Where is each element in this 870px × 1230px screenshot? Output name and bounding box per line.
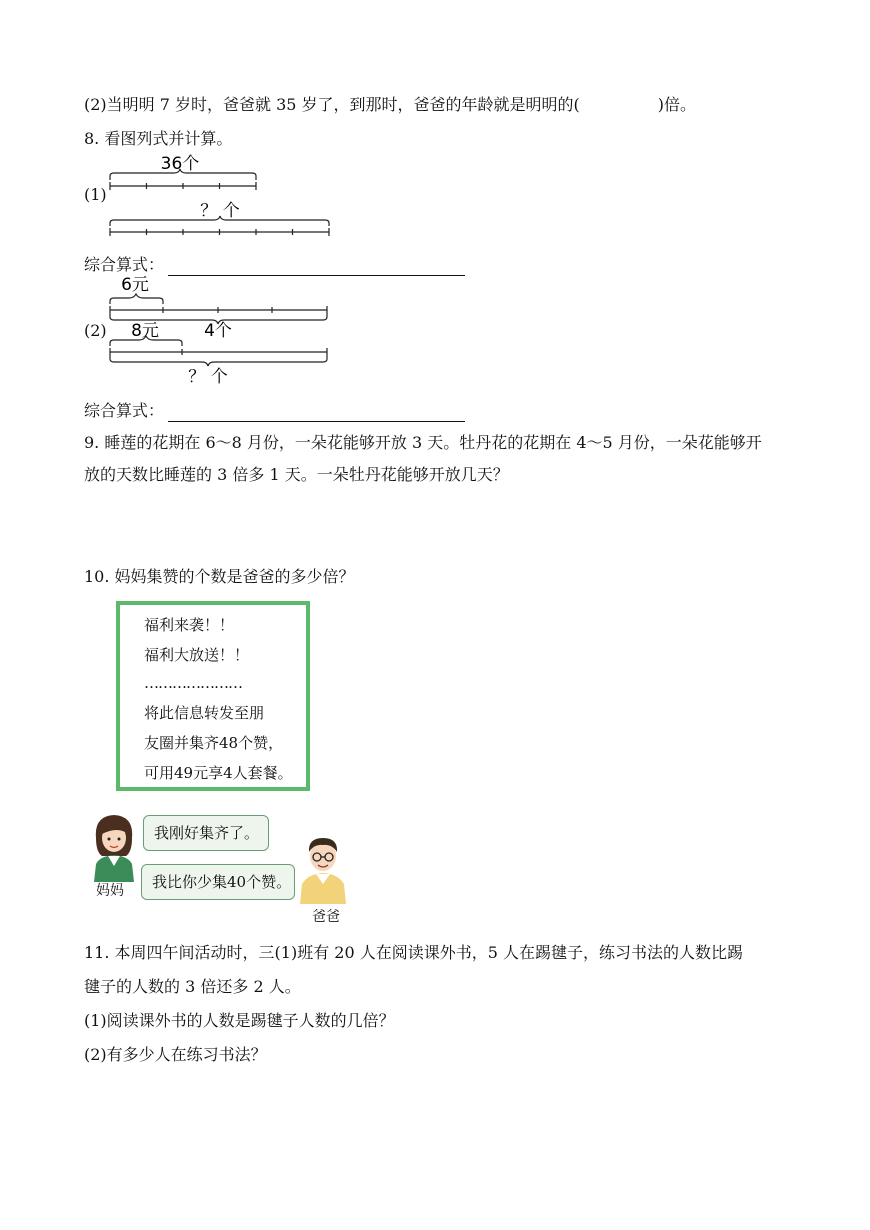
q8-p1-diagram bbox=[100, 148, 340, 238]
q8-p2-label: (2) bbox=[84, 321, 107, 340]
notice-line: 福利大放送！！ bbox=[144, 646, 250, 664]
q8-p2-mid-label-left: 8元 bbox=[131, 321, 159, 341]
q11-line1: 11. 本周四午间活动时，三(1)班有 20 人在阅读课外书，5 人在踢毽子，练习书法的人数比踢 bbox=[84, 943, 743, 962]
q11-sub1: (1)阅读课外书的人数是踢毽子人数的几倍？ bbox=[84, 1011, 395, 1030]
q8-p2-answer-line[interactable] bbox=[168, 405, 465, 422]
q8-p1-label: (1) bbox=[84, 185, 107, 204]
q8-p2-top-label: 6元 bbox=[121, 275, 149, 295]
mom-illustration bbox=[88, 812, 140, 882]
q8-p1-bottom-segment bbox=[110, 228, 329, 236]
q7-part2 bbox=[84, 94, 696, 116]
q11-sub2: (2)有多少人在练习书法？ bbox=[84, 1045, 267, 1064]
notice-line: ………………… bbox=[144, 674, 242, 692]
q10-title: 10. 妈妈集赞的个数是爸爸的多少倍？ bbox=[84, 567, 355, 586]
q11-line2: 毽子的人数的 3 倍还多 2 人。 bbox=[84, 977, 301, 996]
q9-line2: 放的天数比睡莲的 3 倍多 1 天。一朵牡丹花能够开放几天？ bbox=[84, 465, 509, 484]
q8-p2-diagram bbox=[100, 272, 340, 390]
dad-illustration bbox=[296, 832, 350, 904]
dad-caption: 爸爸 bbox=[312, 909, 340, 925]
notice-line: 福利来袭！！ bbox=[144, 616, 235, 634]
q8-p2-top-segment bbox=[110, 306, 327, 314]
q7-part2-text: (2)当明明 7 岁时，爸爸就 35 岁了，到那时，爸爸的年龄就是明明的( bbox=[84, 95, 580, 114]
notice-line: 将此信息转发至朋 bbox=[144, 704, 265, 722]
q8-p1-top-segment bbox=[110, 182, 256, 190]
q8-title: 8. 看图列式并计算。 bbox=[84, 129, 233, 148]
q8-p1-top-label: 36个 bbox=[160, 154, 200, 174]
q8-p1-bottom-label: ？ 个 bbox=[200, 201, 240, 221]
mom-speech-bubble: 我刚好集齐了。 bbox=[143, 815, 269, 851]
q8-p2-mid-label-right: 4个 bbox=[204, 321, 232, 341]
q8-p1-formula-label: 综合算式： bbox=[84, 255, 165, 274]
q9-line1: 9. 睡莲的花期在 6～8 月份，一朵花能够开放 3 天。牡丹花的花期在 4～5 月份，一朵花能够开 bbox=[84, 433, 762, 452]
q8-p2-top-brace bbox=[110, 294, 163, 304]
mom-caption: 妈妈 bbox=[96, 883, 124, 899]
q8-p2-bottom-segment bbox=[110, 348, 327, 356]
q8-p2-bottom-brace bbox=[110, 356, 327, 366]
q8-p1-bottom-brace bbox=[110, 216, 329, 226]
notice-line: 可用49元享4人套餐。 bbox=[144, 764, 293, 782]
notice-line: 友圈并集齐48个赞， bbox=[144, 734, 284, 752]
q10-notice-card bbox=[116, 601, 310, 791]
dad-speech-bubble: 我比你少集40个赞。 bbox=[141, 864, 295, 900]
q7-part2-suffix: )倍。 bbox=[657, 95, 697, 114]
q8-p2-bottom-label: ？ 个 bbox=[188, 367, 228, 387]
q8-p2-formula-label: 综合算式： bbox=[84, 401, 165, 420]
q8-p2-formula bbox=[84, 400, 465, 422]
